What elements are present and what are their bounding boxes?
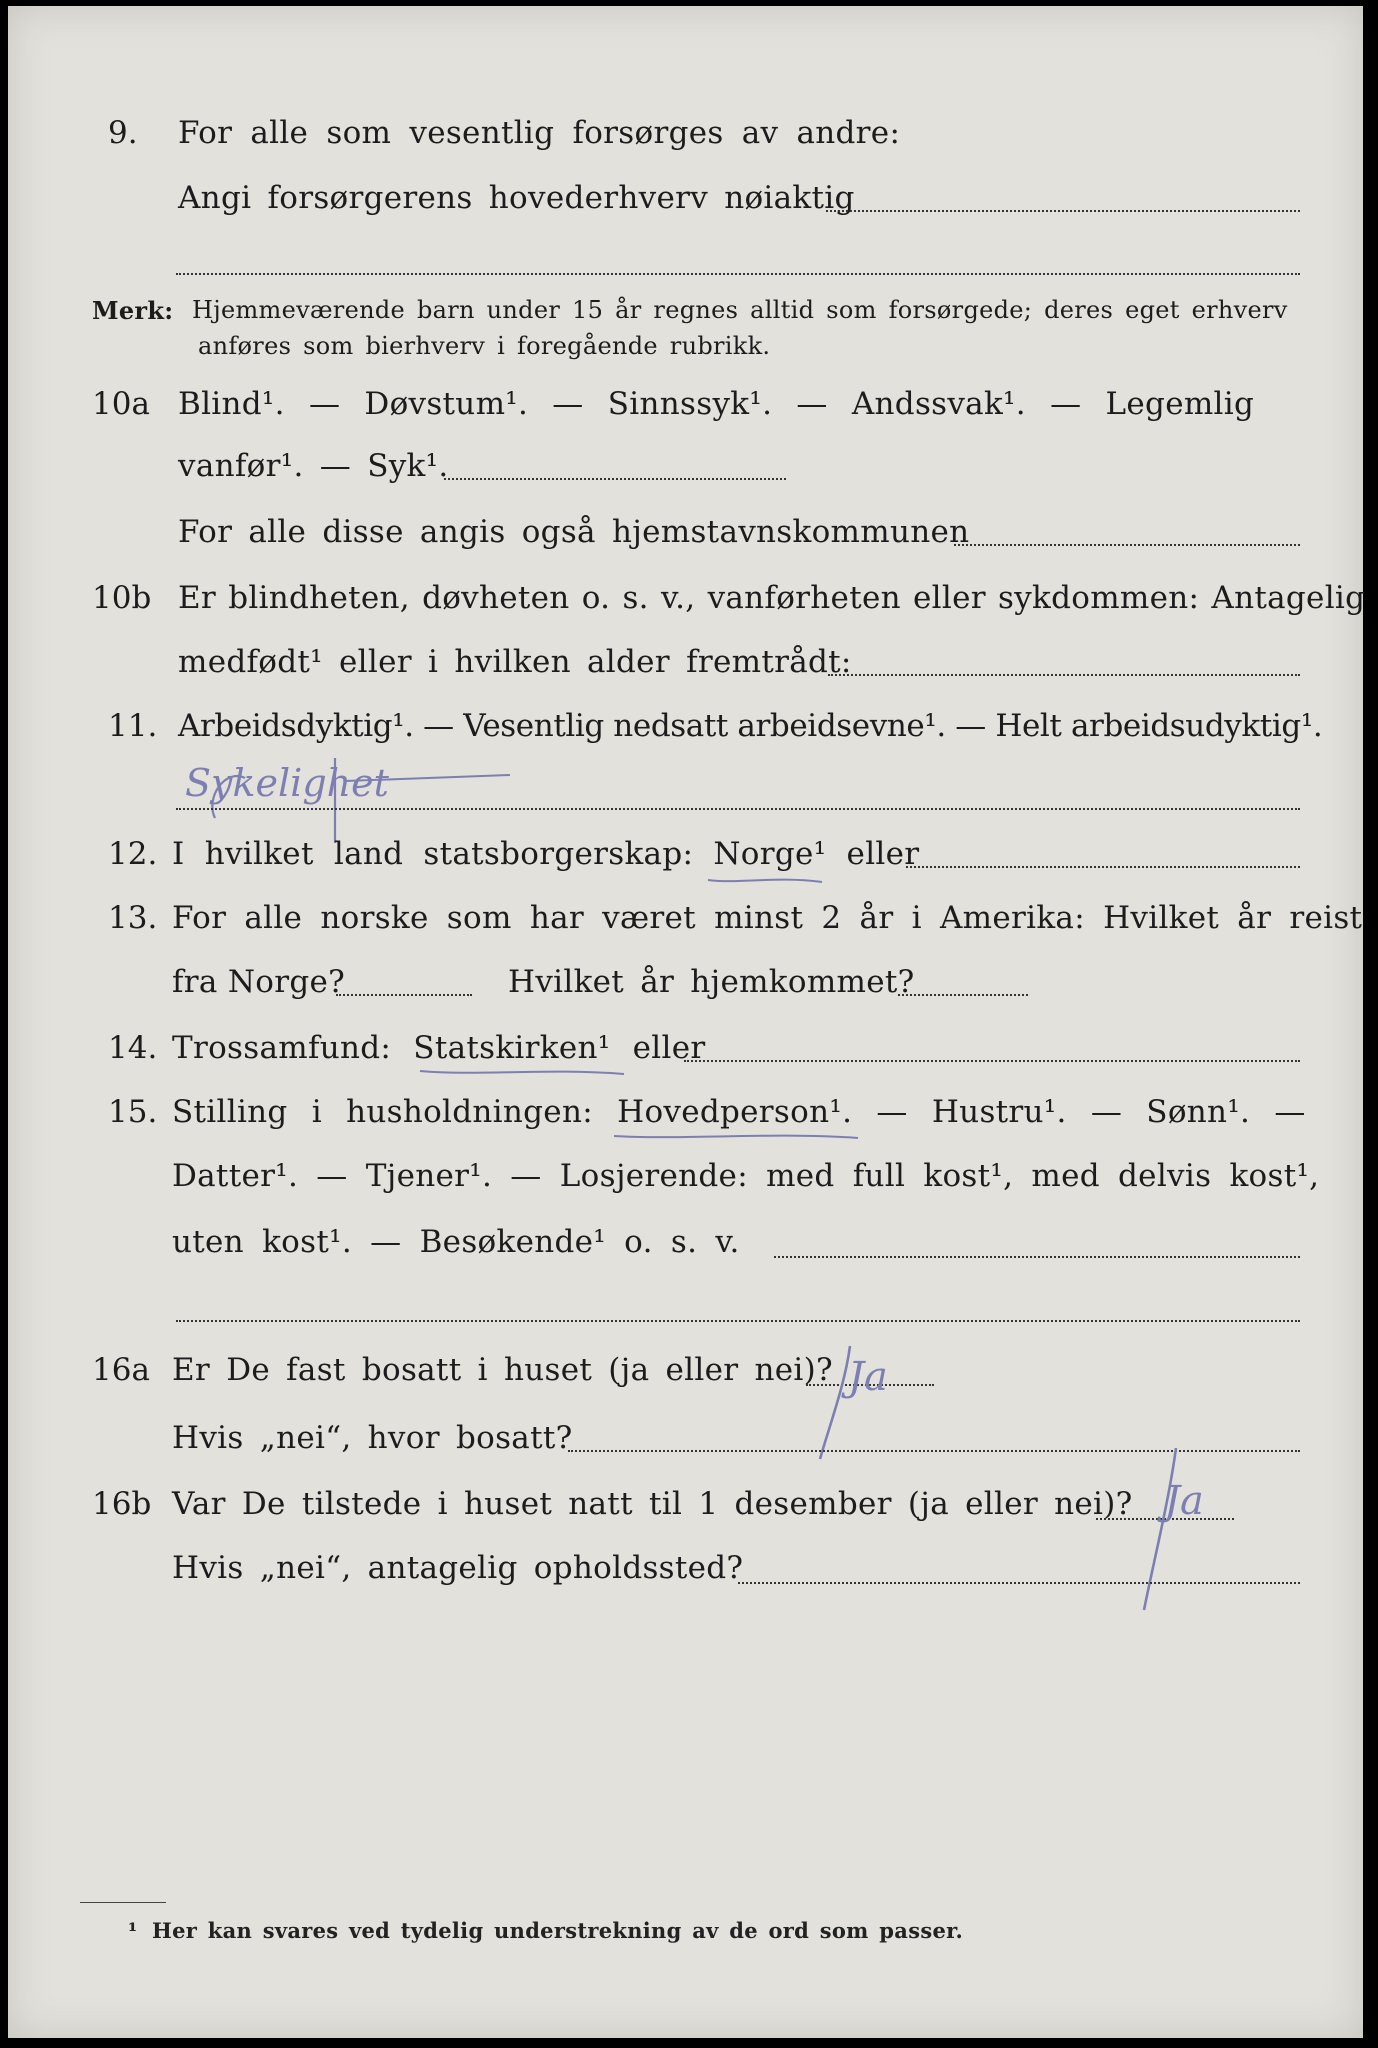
merk-label: Merk: [92,296,174,325]
q15-answer-line-2[interactable] [176,1320,1300,1322]
q16b-answer-text: Ja [1164,1478,1204,1524]
q16a-number: 16a [92,1352,150,1388]
q15-hovedperson-underline [612,1130,862,1144]
q9-line1: For alle som vesentlig forsørges av andre: [178,115,901,151]
q9-answer-line[interactable] [826,210,1300,212]
footnote-mark: ¹ [128,1918,138,1943]
q10b-line2: medfødt¹ eller i hvilken alder fremtrådt: [178,644,852,680]
q16a-line2: Hvis „nei“, hvor bosatt? [172,1420,573,1456]
q13-line1: For alle norske som har været minst 2 år i Amerika: Hvilket år reist [172,900,1363,936]
merk-line1: Hjemmeværende barn under 15 år regnes alltid som forsørgede; deres eget erhverv [192,296,1288,324]
q11-number: 11. [108,708,158,744]
q12-norge-underline [706,874,826,888]
q11-answer-line[interactable] [176,808,1300,810]
q16b-number: 16b [92,1486,152,1522]
q15-line1: Stilling i husholdningen: Hovedperson¹. — Hustru¹. — Sønn¹. — [172,1094,1306,1130]
merk-line2: anføres som bierhverv i foregående rubrikk. [198,332,771,360]
q12-line1: I hvilket land statsborgerskap: Norge¹ eller [172,836,920,872]
q15-number: 15. [108,1094,158,1130]
footnote-rule [80,1902,166,1903]
q9-number: 9. [108,115,138,151]
q16b-handwritten-answer [1094,1440,1244,1620]
q11-line1: Arbeidsdyktig¹. — Vesentlig nedsatt arbeidsevne¹. — Helt arbeidsudyktig¹. [178,708,1323,744]
q16a-handwritten-answer [790,1334,920,1464]
q10a-syk-answer-line[interactable] [444,478,786,480]
q9-line2: Angi forsørgerens hovederhverv nøiaktig [178,180,855,216]
q13-number: 13. [108,900,158,936]
q10b-answer-line[interactable] [828,674,1300,676]
q12-number: 12. [108,836,158,872]
q14-line1: Trossamfund: Statskirken¹ eller [172,1030,706,1066]
q11-answer-text: Sykelighet [185,761,389,805]
q16b-line1: Var De tilstede i huset natt til 1 desember (ja eller nei)? [172,1486,1133,1522]
q16a-line1: Er De fast bosatt i huset (ja eller nei)? [172,1352,833,1388]
q13-reist-answer-line[interactable] [336,994,472,996]
q10a-hjemstavn-answer-line[interactable] [954,544,1300,546]
q12-answer-line[interactable] [906,866,1300,868]
q11-handwritten-answer [185,748,525,848]
q16b-line2: Hvis „nei“, antagelig opholdssted? [172,1550,744,1586]
q10a-number: 10a [92,386,150,422]
q16a-answer-text: Ja [848,1354,888,1400]
q15-line2: Datter¹. — Tjener¹. — Losjerende: med full kost¹, med delvis kost¹, [172,1158,1320,1194]
q10a-line1: Blind¹. — Døvstum¹. — Sinnssyk¹. — Andssvak¹. — Legemlig [178,386,1255,422]
q10b-line1: Er blindheten, døvheten o. s. v., vanførheten eller sykdommen: Antagelig [178,580,1366,616]
q10a-line2: vanfør¹. — Syk¹. [178,448,449,484]
footnote-text: Her kan svares ved tydelig understrekning av de ord som passer. [152,1918,964,1943]
q14-statskirken-underline [418,1066,628,1080]
q14-number: 14. [108,1030,158,1066]
q13-line2b: Hvilket år hjemkommet? [508,964,915,1000]
q16b-opholdssted-answer-line[interactable] [738,1582,1300,1584]
q13-hjemkommet-answer-line[interactable] [898,994,1028,996]
q14-answer-line[interactable] [684,1060,1300,1062]
q9-answer-line-2[interactable] [176,273,1300,275]
q15-line3: uten kost¹. — Besøkende¹ o. s. v. [172,1224,740,1260]
q15-answer-line[interactable] [774,1256,1300,1258]
q13-line2a: fra Norge? [172,964,346,1000]
q10a-line3: For alle disse angis også hjemstavnskommunen [178,514,970,550]
q10b-number: 10b [92,580,152,616]
